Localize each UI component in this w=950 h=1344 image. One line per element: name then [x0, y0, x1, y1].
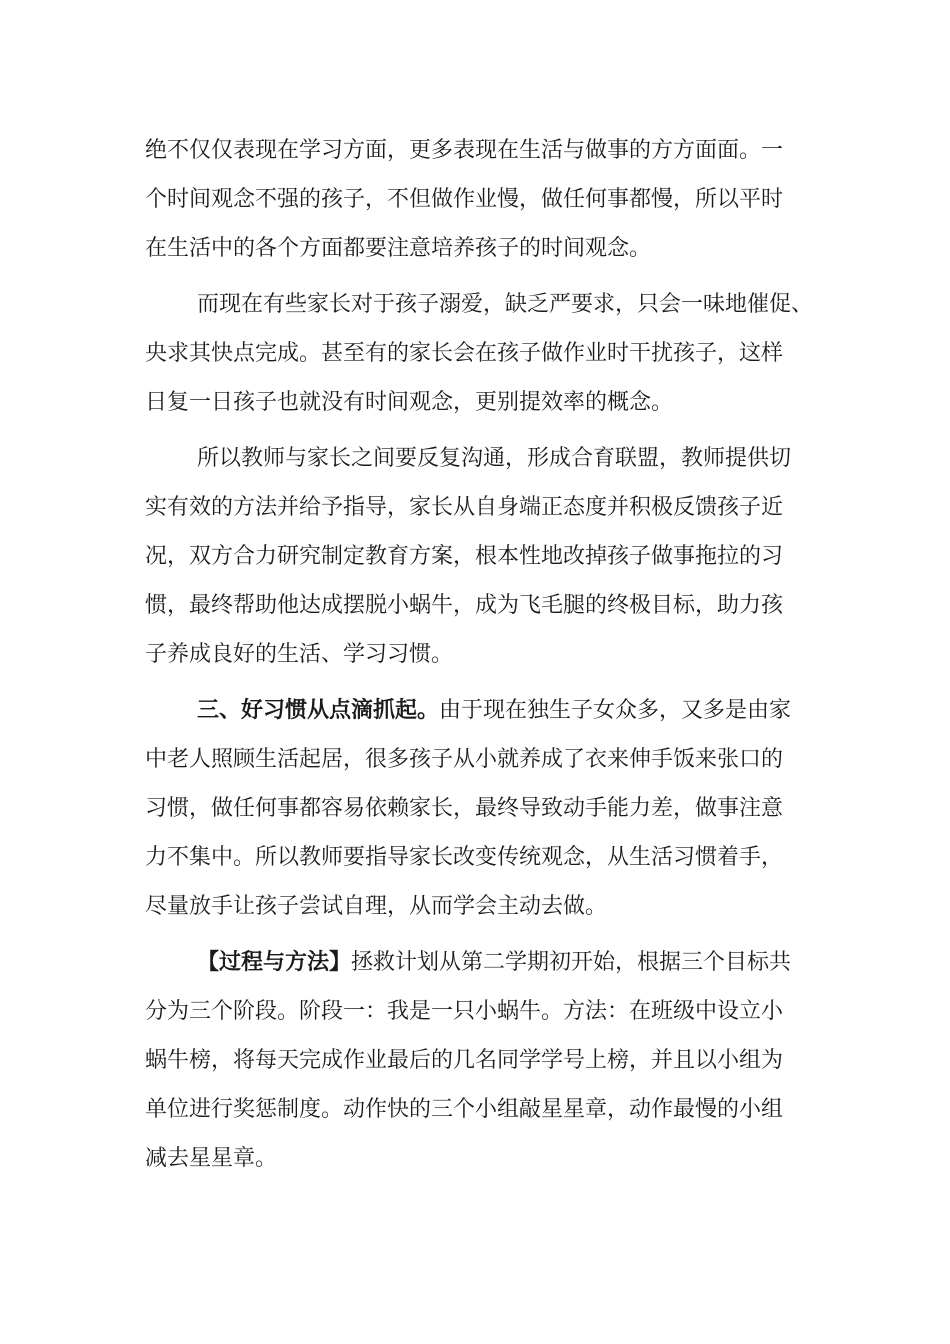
paragraph-4-first-line-text: 由于现在独生子女众多，又多是由家: [439, 698, 792, 723]
paragraph-4-line-4: 力不集中。所以教师要指导家长改变传统观念，从生活习惯着手，: [145, 845, 784, 870]
paragraph-1-line-2: 个时间观念不强的孩子，不但做作业慢，做任何事都慢，所以平时: [145, 187, 784, 212]
paragraph-5-line-1: [145, 938, 825, 987]
paragraph-4-line-1: [145, 686, 825, 735]
paragraph-5-first-line-text: 拯救计划从第二学期初开始，根据三个目标共: [351, 950, 792, 975]
paragraph-1-line-3: 在生活中的各个方面都要注意培养孩子的时间观念。: [145, 236, 652, 261]
paragraph-2-line-1: 而现在有些家长对于孩子溺爱，缺乏严要求，只会一味地催促、: [197, 292, 814, 317]
section-heading-process-method: 【过程与方法】: [197, 950, 352, 975]
paragraph-4-line-2: 中老人照顾生活起居，很多孩子从小就养成了衣来伸手饭来张口的: [145, 747, 784, 772]
paragraph-1-line-1: 绝不仅仅表现在学习方面，更多表现在生活与做事的方方面面。一: [145, 138, 784, 163]
paragraph-3-line-4: 惯，最终帮助他达成摆脱小蜗牛，成为飞毛腿的终极目标，助力孩: [145, 593, 784, 618]
paragraph-5-line-5: 减去星星章。: [145, 1146, 278, 1171]
section-heading-good-habits: 三、好习惯从点滴抓起。: [197, 698, 440, 723]
paragraph-5-line-3: 蜗牛榜，将每天完成作业最后的几名同学学号上榜，并且以小组为: [145, 1048, 784, 1073]
document-body: [145, 126, 825, 1183]
paragraph-2-line-2: 央求其快点完成。甚至有的家长会在孩子做作业时干扰孩子，这样: [145, 341, 784, 366]
paragraph-4-line-5: 尽量放手让孩子尝试自理，从而学会主动去做。: [145, 894, 608, 919]
paragraph-3-line-2: 实有效的方法并给予指导，家长从自身端正态度并积极反馈孩子近: [145, 495, 784, 520]
paragraph-3-line-3: 况，双方合力研究制定教育方案，根本性地改掉孩子做事拖拉的习: [145, 544, 784, 569]
paragraph-3-line-5: 子养成良好的生活、学习习惯。: [145, 642, 454, 667]
paragraph-3-line-1: 所以教师与家长之间要反复沟通，形成合育联盟，教师提供切: [197, 446, 792, 471]
paragraph-2-line-3: 日复一日孩子也就没有时间观念，更别提效率的概念。: [145, 390, 674, 415]
paragraph-5-line-2: 分为三个阶段。阶段一：我是一只小蜗牛。方法：在班级中设立小: [145, 999, 784, 1024]
paragraph-5-line-4: 单位进行奖惩制度。动作快的三个小组敲星星章，动作最慢的小组: [145, 1097, 784, 1122]
paragraph-4-line-3: 习惯，做任何事都容易依赖家长，最终导致动手能力差，做事注意: [145, 796, 784, 821]
